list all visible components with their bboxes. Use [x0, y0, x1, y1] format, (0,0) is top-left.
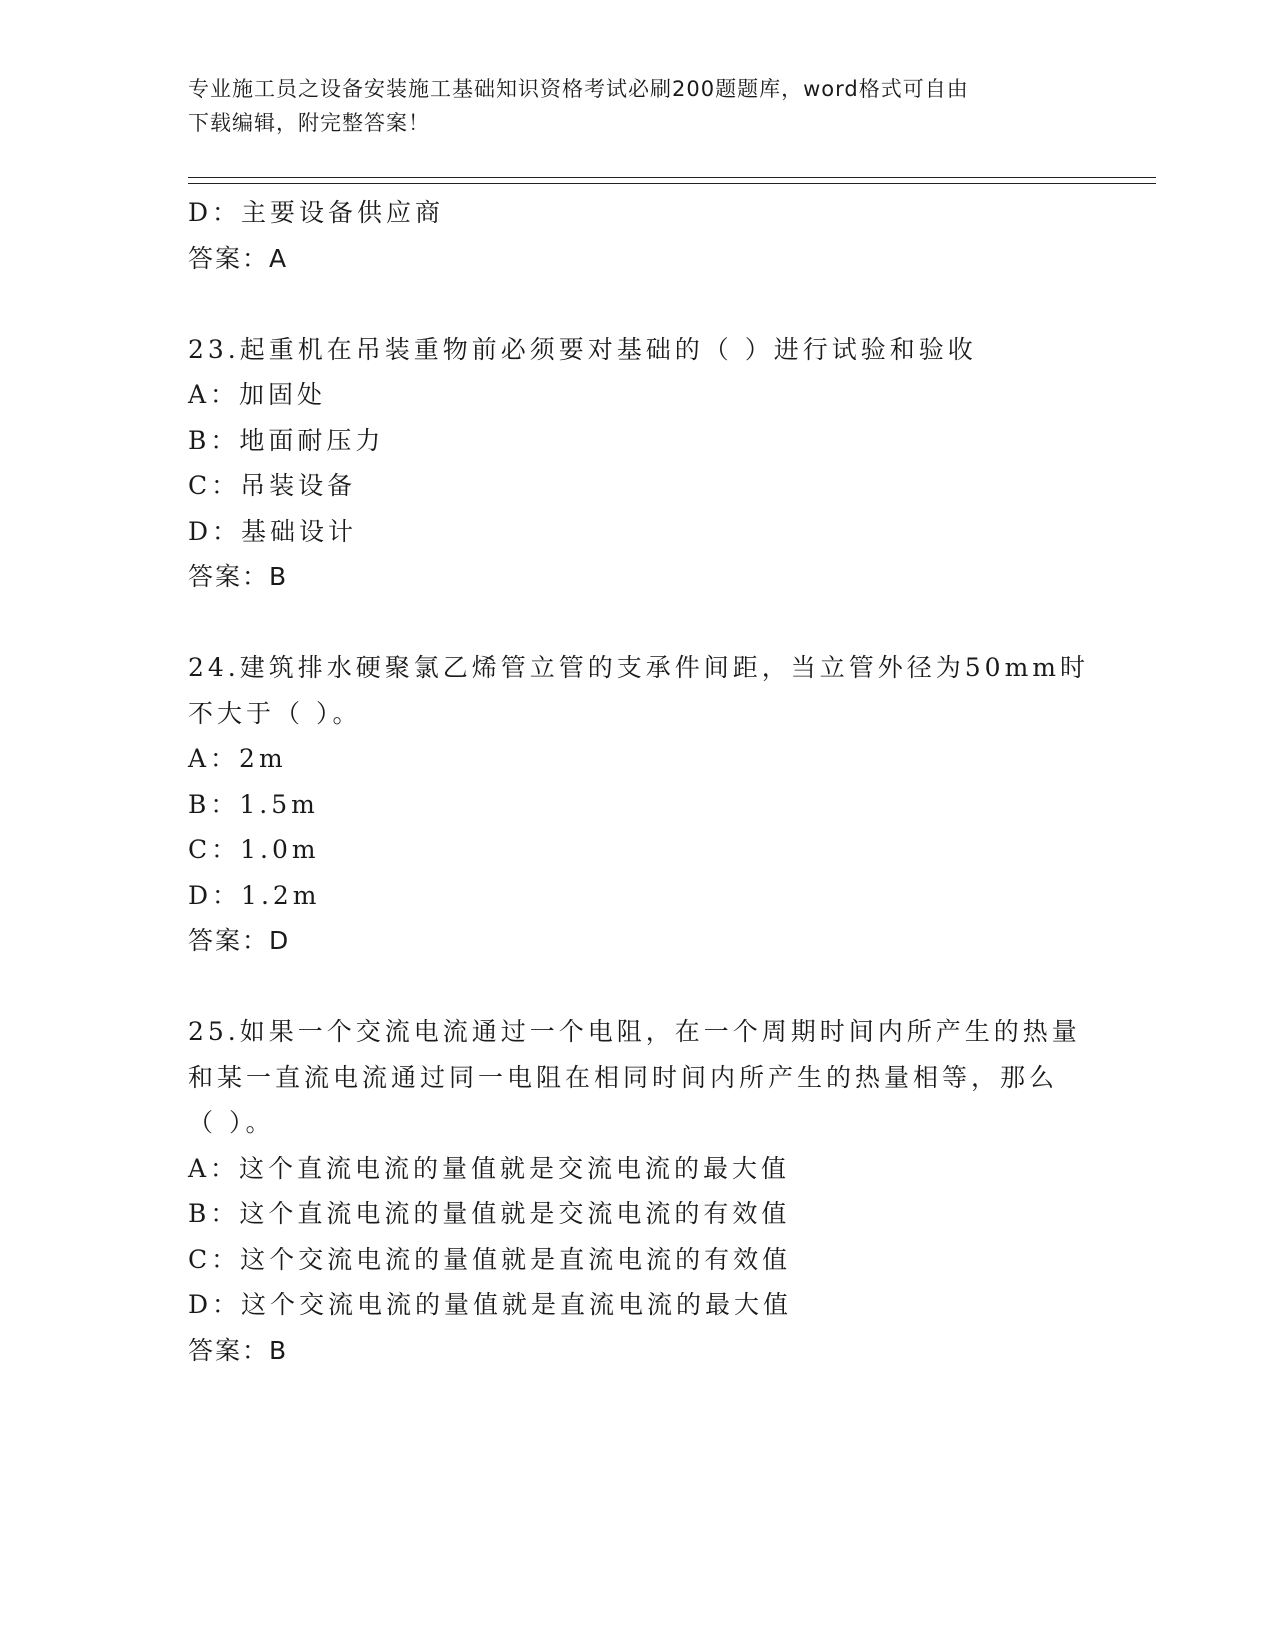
page-header [188, 72, 1088, 140]
prev-option-d: D：主要设备供应商 [188, 198, 445, 227]
option-b: B：这个直流电流的量值就是交流电流的有效值 [188, 1199, 791, 1228]
header-line-2: 下载编辑，附完整答案！ [188, 111, 430, 135]
question-24 [188, 645, 1088, 964]
header-rule-top [188, 177, 1156, 178]
spacer [188, 281, 1088, 327]
question-text: 23.起重机在吊装重物前必须要对基础的（ ）进行试验和验收 [188, 334, 977, 364]
answer: 答案：D [188, 926, 291, 955]
option-c: C：吊装设备 [188, 471, 357, 500]
option-d: D：这个交流电流的量值就是直流电流的最大值 [188, 1290, 793, 1319]
question-23 [188, 327, 1088, 600]
spacer [188, 600, 1088, 646]
option-a: A：2m [188, 744, 287, 773]
question-text: 25.如果一个交流电流通过一个电阻，在一个周期时间内所产生的热量 [188, 1017, 1081, 1046]
option-c: C：这个交流电流的量值就是直流电流的有效值 [188, 1244, 792, 1274]
header-line-1: 专业施工员之设备安装施工基础知识资格考试必刷200题题库，word格式可自由 [188, 77, 969, 101]
option-d: D：基础设计 [188, 516, 358, 546]
question-text-cont: （ ）。 [188, 1108, 275, 1137]
prev-answer: 答案：A [188, 243, 289, 273]
question-content [188, 190, 1088, 1373]
option-a: A：加固处 [188, 380, 327, 409]
header-rule-bottom [188, 183, 1156, 184]
option-a: A：这个直流电流的量值就是交流电流的最大值 [188, 1153, 791, 1183]
spacer [188, 964, 1088, 1010]
option-b: B：1.5m [188, 789, 319, 819]
option-d: D：1.2m [188, 880, 321, 910]
option-c: C：1.0m [188, 835, 320, 864]
question-text-cont: 不大于（ ）。 [188, 698, 362, 728]
option-b: B：地面耐压力 [188, 425, 385, 455]
question-text: 24.建筑排水硬聚氯乙烯管立管的支承件间距，当立管外径为50mm时 [188, 653, 1089, 682]
question-text-cont: 和某一直流电流通过同一电阻在相同时间内所产生的热量相等，那么 [188, 1062, 1059, 1092]
answer: 答案：B [188, 1335, 289, 1365]
answer: 答案：B [188, 562, 289, 591]
question-25 [188, 1009, 1088, 1373]
